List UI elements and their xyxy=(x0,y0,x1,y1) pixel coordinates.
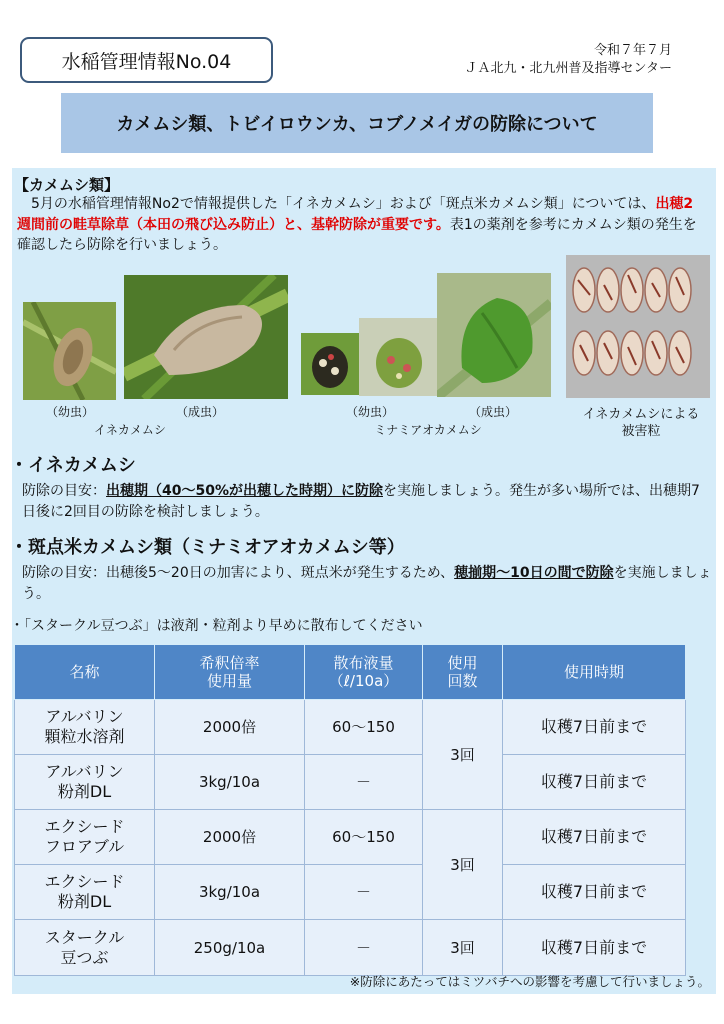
cell-dilution: 2000倍 xyxy=(155,700,305,755)
table-row xyxy=(15,920,686,976)
table-row xyxy=(15,865,686,920)
photo-inekamemushi-adult xyxy=(124,275,288,399)
cell-name xyxy=(15,920,155,976)
col-header-name xyxy=(15,645,155,700)
caption-minami: ミナミアオカメムシ xyxy=(374,423,482,437)
cell-name xyxy=(15,700,155,755)
section-heading-kamemushi: 【カメムシ類】 xyxy=(14,176,120,194)
cell-name-text: アルバリン 顆粒水溶剤 xyxy=(44,707,125,746)
section-heading-hanten: ・斑点米カメムシ類（ミナミオアオカメムシ等） xyxy=(10,537,405,558)
table-row xyxy=(15,700,686,755)
col-header-dilution-text: 希釈倍率 使用量 xyxy=(199,654,260,690)
footnote: ※防除にあたってはミツバチへの影響を考慮して行いましょう。 xyxy=(349,974,710,989)
pesticide-table xyxy=(14,644,686,976)
col-header-count xyxy=(423,645,503,700)
caption-inekamemushi: イネカメムシ xyxy=(94,423,166,437)
section-heading-inekamemushi: ・イネカメムシ xyxy=(10,455,136,476)
header-meta xyxy=(465,42,672,78)
cell-dilution: 250g/10a xyxy=(155,920,305,976)
intro-paragraph xyxy=(17,194,707,256)
cell-name-text: エクシード フロアブル xyxy=(44,817,125,856)
caption-damage-line1: イネカメムシによる xyxy=(582,407,700,422)
intro-text-2: 表1の薬剤を参考にカメムシ類の発生を確認したら防除を行いましょう。 xyxy=(17,216,697,253)
cell-dilution: 2000倍 xyxy=(155,810,305,865)
col-header-timing-text: 使用時期 xyxy=(563,663,624,681)
cell-dilution: 3kg/10a xyxy=(155,755,305,810)
cell-timing: 収穫7日前まで xyxy=(503,755,686,810)
col-header-name-text: 名称 xyxy=(69,663,100,681)
cell-volume: － xyxy=(305,920,423,976)
cell-volume: 60～150 xyxy=(305,810,423,865)
document-title: 水稲管理情報No.04 xyxy=(20,37,273,83)
cell-count: 3回 xyxy=(423,920,503,976)
guidance-lead: 防除の目安： xyxy=(22,483,106,499)
issue-date: 令和７年７月 xyxy=(593,43,672,58)
cell-name-text: アルバリン 粉剤DL xyxy=(45,762,124,801)
table-note: ・「スタークル豆つぶ」は液剤・粒剤より早めに散布してください xyxy=(10,618,423,634)
table-row xyxy=(15,755,686,810)
issuing-organization: ＪＡ北九・北九州普及指導センター xyxy=(464,61,672,76)
guidance-rest: を実施しましょう。発生が多い場所では、出穂期7日後に2回目の防除を検討しましょう。 xyxy=(22,483,700,520)
cell-timing: 収穫7日前まで xyxy=(503,920,686,976)
table-row xyxy=(15,810,686,865)
hanten-guidance xyxy=(22,563,712,604)
photo-inekamemushi-larva xyxy=(23,302,116,400)
cell-name-text: エクシード 粉剤DL xyxy=(44,872,125,911)
caption-minami-larva: （幼虫） xyxy=(345,405,394,419)
cell-name xyxy=(15,755,155,810)
hanten-lead: 防除の目安：出穂後5～20日の加害により、斑点米が発生するため、 xyxy=(22,565,455,581)
cell-timing: 収穫7日前まで xyxy=(503,700,686,755)
guidance-emphasis: 出穂期（40～50%が出穂した時期）に防除 xyxy=(106,483,383,499)
table-header-row xyxy=(15,645,686,700)
cell-volume: － xyxy=(305,755,423,810)
hanten-emphasis: 穂揃期～10日の間で防除 xyxy=(454,565,614,581)
caption-minami-adult: （成虫） xyxy=(468,405,517,419)
photo-minami-larva-1 xyxy=(301,333,359,395)
intro-text-1: 5月の水稲管理情報No2で情報提供した「イネカメムシ」および「斑点米カメムシ類」については、 xyxy=(17,196,656,212)
cell-count: 3回 xyxy=(423,810,503,920)
cell-dilution: 3kg/10a xyxy=(155,865,305,920)
col-header-count-text: 使用 回数 xyxy=(447,654,478,690)
main-banner xyxy=(61,93,653,153)
hanten-rest: を実施しましょう。 xyxy=(22,565,712,602)
cell-timing: 収穫7日前まで xyxy=(503,865,686,920)
col-header-dilution xyxy=(155,645,305,700)
caption-damage xyxy=(566,406,716,440)
caption-ine-larva: （幼虫） xyxy=(45,405,94,419)
caption-damage-line2: 被害粒 xyxy=(621,424,661,439)
cell-volume: － xyxy=(305,865,423,920)
banner-title: カメムシ類、トビイロウンカ、コブノメイガの防除について xyxy=(116,114,598,135)
photo-damaged-grains xyxy=(566,255,710,398)
cell-name-text: スタークル 豆つぶ xyxy=(44,927,125,967)
cell-timing: 収穫7日前まで xyxy=(503,810,686,865)
col-header-volume xyxy=(305,645,423,700)
cell-name xyxy=(15,810,155,865)
caption-ine-adult: （成虫） xyxy=(175,405,224,419)
cell-name xyxy=(15,865,155,920)
cell-count: 3回 xyxy=(423,700,503,810)
inekamemushi-guidance xyxy=(22,481,712,522)
col-header-timing xyxy=(503,645,686,700)
col-header-volume-text: 散布液量 （ℓ/10a） xyxy=(328,654,399,690)
intro-text-emphasis: 出穂2週間前の畦草除草（本田の飛び込み防止）と、基幹防除が重要です。 xyxy=(17,196,694,233)
cell-volume: 60～150 xyxy=(305,700,423,755)
photo-minami-adult xyxy=(437,273,551,397)
photo-minami-larva-2 xyxy=(359,318,437,396)
